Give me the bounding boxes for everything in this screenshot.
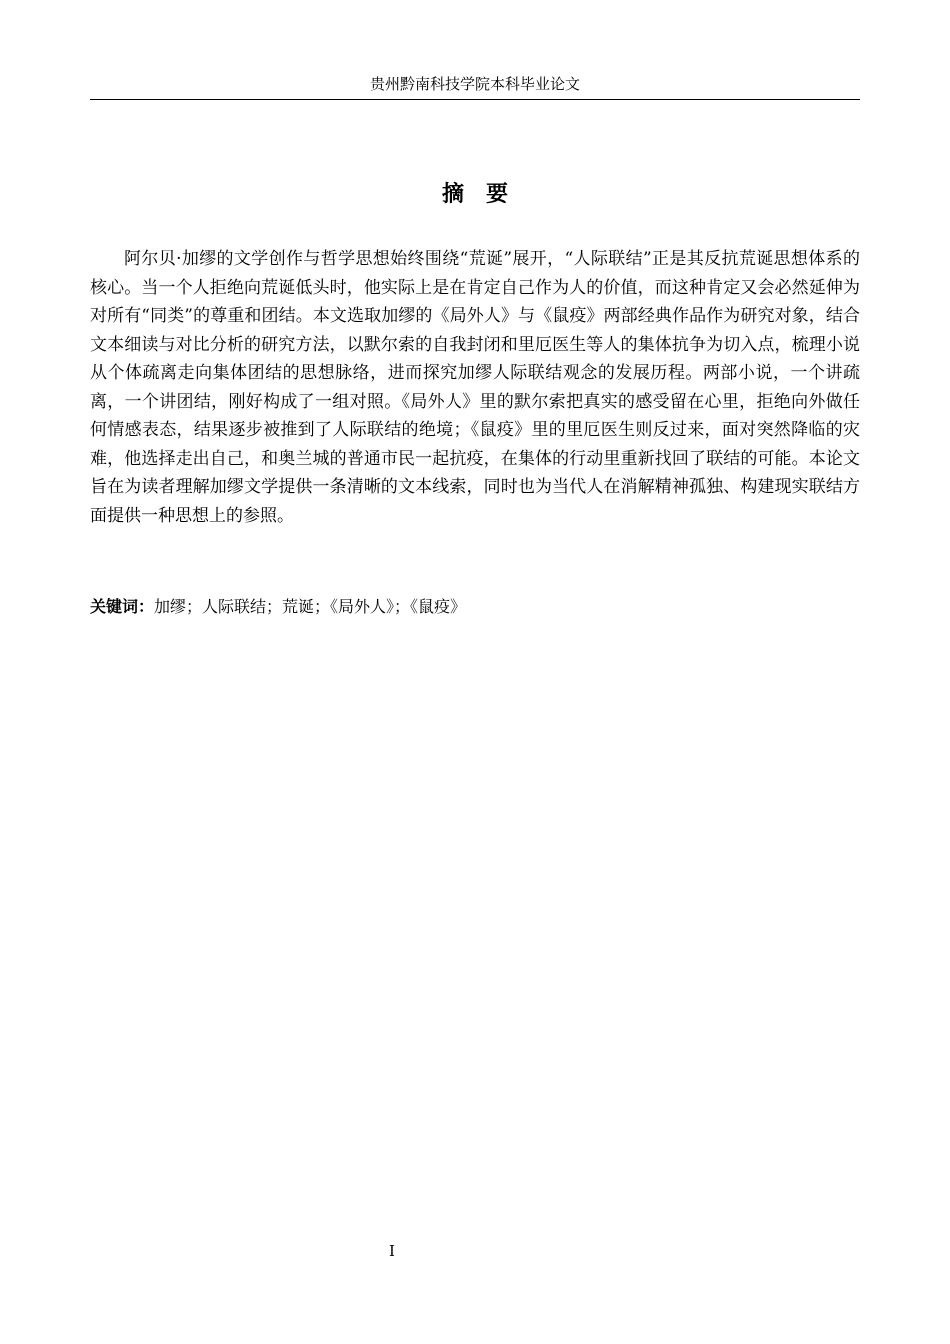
keywords-value: 加缪；人际联结；荒诞；《局外人》；《鼠疫》 (154, 597, 467, 616)
abstract-body: 阿尔贝·加缪的文学创作与哲学思想始终围绕“荒诞”展开，“人际联结”正是其反抗荒诞思想体系的核心。当一个人拒绝向荒诞低头时，他实际上是在肯定自己作为人的价值，而这种肯定又会必然延伸为对所有“同类”的尊重和团结。本文选取加缪的《局外人》与《鼠疫》两部经典作品作为研究对象，结合文本细读与对比分析的研究方法，以默尔索的自我封闭和里厄医生等人的集体抗争为切入点，梳理小说从个体疏离走向集体团结的思想脉络，进而探究加缪人际联结观念的发展历程。两部小说，一个讲疏离，一个讲团结，刚好构成了一组对照。《局外人》里的默尔索把真实的感受留在心里，拒绝向外做任何情感表态，结果逐步被推到了人际联结的绝境；《鼠疫》里的里厄医生则反过来，面对突然降临的灾难，他选择走出自己，和奥兰城的普通市民一起抗疫，在集体的行动里重新找回了联结的可能。本论文旨在为读者理解加缪文学提供一条清晰的文本线索，同时也为当代人在消解精神孤独、构建现实联结方面提供一种思想上的参照。 (90, 249, 860, 526)
keywords-line (90, 594, 860, 620)
running-header: 贵州黔南科技学院本科毕业论文 (369, 75, 580, 93)
header-rule (90, 99, 860, 100)
abstract-title: 摘 要 (441, 182, 508, 207)
keywords-label: 关键词： (90, 597, 155, 616)
page-number: I (389, 1242, 395, 1260)
